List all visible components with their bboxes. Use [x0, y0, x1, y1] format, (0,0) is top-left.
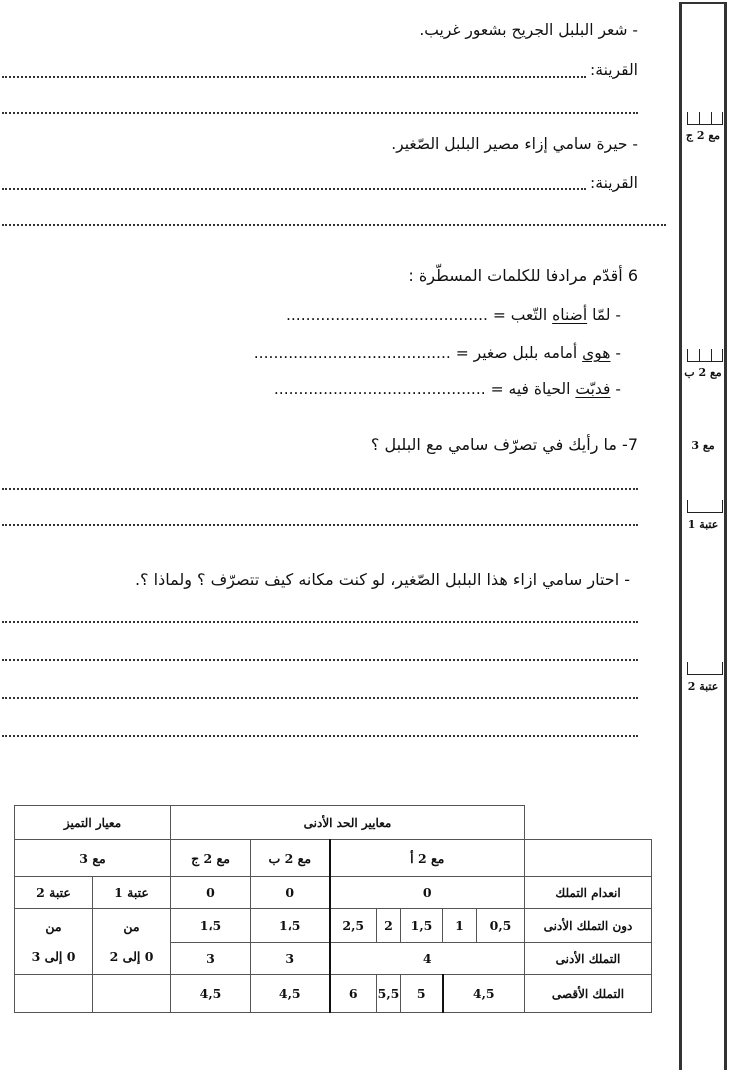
cell-value: 4	[330, 943, 525, 975]
synonym-answer-1[interactable]: .........................................	[285, 306, 488, 324]
answer-line-7f[interactable]	[2, 735, 638, 737]
score-bracket-t2[interactable]	[687, 662, 723, 675]
cell-value: 1,5	[401, 909, 443, 943]
synonym-item-3: - فدبّت الحياة فيه = ...........................................	[273, 380, 621, 398]
cell-value: 4,5	[443, 975, 525, 1013]
cell-value: 3	[251, 943, 330, 975]
cell-value: 4,5	[171, 975, 251, 1013]
cell-value: 2,5	[330, 909, 377, 943]
underlined-word-3: فدبّت	[575, 380, 611, 398]
grading-criteria-table	[14, 805, 652, 1013]
header-m3: مع 3	[15, 840, 171, 877]
statement-2: - حيرة سامي إزاء مصير البلبل الصّغير.	[391, 135, 638, 153]
cell-value: 0	[330, 877, 525, 909]
cell-value: 0	[251, 877, 330, 909]
cell-value: 1،5	[251, 909, 330, 943]
header-m2a: مع 2 أ	[330, 840, 525, 877]
cell-value: 6	[330, 975, 377, 1013]
underlined-word-2: هوى	[582, 344, 611, 362]
answer-line-7a[interactable]	[2, 488, 638, 490]
synonym-answer-3[interactable]: ...........................................	[273, 380, 486, 398]
statement-1: - شعر البلبل الجريح بشعور غريب.	[419, 21, 638, 39]
table-row	[15, 877, 652, 909]
header-excellence: معيار التميز	[15, 806, 171, 840]
header-m2c: مع 2 ج	[171, 840, 251, 877]
evidence-label-1: القرينة:	[590, 61, 638, 79]
row-label-none: انعدام التملك	[525, 877, 652, 909]
score-ticks-m2c[interactable]	[687, 112, 723, 125]
row-label-min: التملك الأدنى	[525, 943, 652, 975]
answer-line-2b[interactable]	[2, 224, 666, 226]
row-label-below-min: دون التملك الأدنى	[525, 909, 652, 943]
answer-line-1b[interactable]	[2, 112, 638, 114]
margin-label-m3: مع 3	[691, 439, 715, 452]
underlined-word-1: أضناه	[552, 306, 588, 324]
answer-line-7d[interactable]	[2, 659, 638, 661]
synonym-item-2: - هوى أمامه بلبل صغير = ........................................	[253, 344, 621, 362]
score-bracket-t1[interactable]	[687, 500, 723, 513]
score-ticks-m2b[interactable]	[687, 349, 723, 362]
table-header-row-1	[15, 806, 652, 840]
answer-line-2a[interactable]	[2, 188, 586, 190]
cell-value	[15, 975, 93, 1013]
table-row	[15, 975, 652, 1013]
synonym-answer-2[interactable]: ........................................	[253, 344, 451, 362]
question-6-title: 6 أقدّم مرادفا للكلمات المسطّرة :	[408, 266, 638, 285]
answer-line-1a[interactable]	[2, 76, 586, 78]
threshold-1-header: عتبة 1	[93, 877, 171, 909]
margin-label-t2: عتبة 2	[687, 680, 719, 693]
cell-value: 2	[377, 909, 401, 943]
evidence-label-2: القرينة:	[590, 174, 638, 192]
threshold-1-range: من 0 إلى 2	[93, 909, 171, 975]
cell-value: 0,5	[477, 909, 525, 943]
cell-value: 4,5	[251, 975, 330, 1013]
cell-value: 1،5	[171, 909, 251, 943]
cell-value: 1	[443, 909, 477, 943]
cell-value: 0	[171, 877, 251, 909]
cell-value: 3	[171, 943, 251, 975]
answer-line-7b[interactable]	[2, 524, 638, 526]
margin-label-t1: عتبة 1	[687, 518, 719, 531]
threshold-2-header: عتبة 2	[15, 877, 93, 909]
question-7-followup: - احتار سامي ازاء هذا البلبل الصّغير، لو كنت مكانه كيف تتصرّف ؟ ولماذا ؟.	[134, 570, 630, 589]
answer-line-7c[interactable]	[2, 621, 638, 623]
cell-value: 5	[401, 975, 443, 1013]
cell-value	[93, 975, 171, 1013]
header-m2b: مع 2 ب	[251, 840, 330, 877]
empty-corner-cell	[525, 806, 652, 840]
header-min-criteria: معايير الحد الأدنى	[171, 806, 525, 840]
margin-label-m2b: مع 2 ب	[684, 366, 722, 379]
grading-margin-column	[679, 2, 727, 1070]
row-label-max: التملك الأقصى	[525, 975, 652, 1013]
table-header-row-2	[15, 840, 652, 877]
margin-label-m2c: مع 2 ج	[685, 129, 721, 142]
synonym-item-1: - لمّا أضناه التّعب = .........................................	[285, 306, 621, 324]
threshold-2-range: من 0 إلى 3	[15, 909, 93, 975]
question-7-title: 7- ما رأيك في تصرّف سامي مع البلبل ؟	[370, 435, 638, 454]
empty-label-cell	[525, 840, 652, 877]
cell-value: 5,5	[377, 975, 401, 1013]
answer-line-7e[interactable]	[2, 697, 638, 699]
table-row	[15, 909, 652, 943]
